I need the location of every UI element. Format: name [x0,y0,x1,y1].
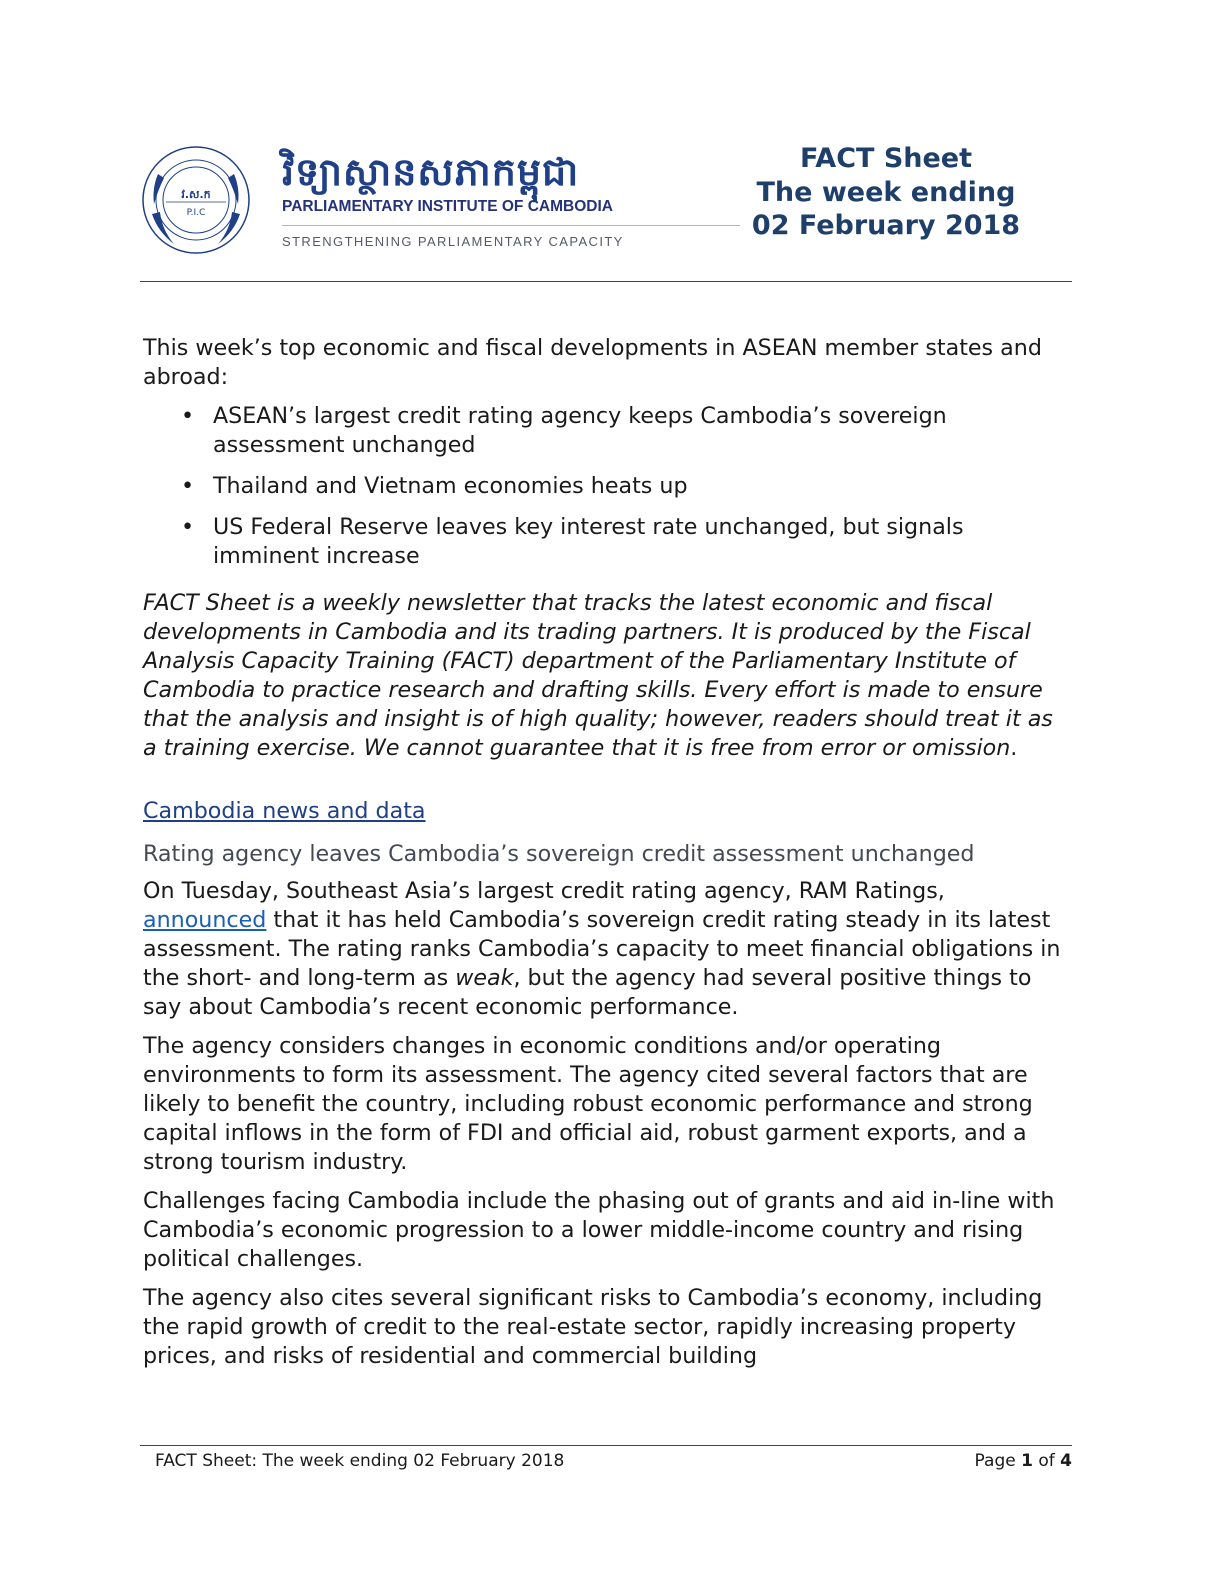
brand-khmer-wordmark: វិទ្យាស្ថានសភាកម្ពុជា [282,149,580,194]
intro-lead: This week’s top economic and fiscal developments in ASEAN member states and abroad: [143,335,1042,390]
page-label: Page [974,1451,1016,1471]
list-item [143,472,1073,501]
footer-title: FACT Sheet: The week ending 02 February 2018 [155,1451,565,1471]
footer-divider [140,1445,1072,1446]
institute-seal-logo [140,144,252,256]
paragraph-text: , but the agency had several positive things to say about Cambodia’s recent economic performance. [143,965,1032,1020]
current-page: 1 [1021,1451,1033,1471]
paragraph [143,877,1073,1022]
highlights-list [143,402,1073,571]
list-item [143,513,1073,571]
header-divider [140,281,1072,282]
page-header [140,140,1072,260]
seal-abbreviation: P.I.C [186,208,206,218]
title-line: FACT Sheet [799,143,973,174]
brand-tagline: STRENGTHENING PARLIAMENTARY CAPACITY [282,234,624,249]
disclaimer-text: FACT Sheet is a weekly newsletter that tracks the latest economic and fiscal developments in Cambodia and its trading partners. It is produced by the Fiscal Analysis Capacity Training (FACT) department of the Parliamentary Institute of Cambodia to practice research and drafting skills. Every effort is made to ensure that the analysis and insight is of high quality; however, readers should treat it as a training exercise. We cannot guarantee that it is free from error or omission [143,590,1053,761]
page-number [900,1451,1072,1471]
of-label: of [1038,1451,1055,1471]
list-item-text: ASEAN’s largest credit rating agency keeps Cambodia’s sovereign assessment unchanged [213,403,947,458]
paragraph-text: that it has held Cambodia’s sovereign credit rating steady in its latest assessment. The rating ranks Cambodia’s capacity to meet financial obligations in the short- and long-term as [143,907,1061,991]
brand-divider [282,225,740,226]
emphasis-text: weak [455,965,514,991]
paragraph-text: On Tuesday, Southeast Asia’s largest credit rating agency, RAM Ratings, [143,878,945,904]
institute-brand [280,148,750,258]
seal-initials: វ.ស.ក [181,188,211,201]
section-heading-link[interactable]: Cambodia news and data [143,798,426,824]
paragraph: The agency considers changes in economic conditions and/or operating environments to form its assessment. The agency cited several factors that are likely to benefit the country, including robust economic performance and strong capital inflows in the form of FDI and official aid, robust garment exports, and a strong tourism industry. [143,1033,1033,1175]
main-content [143,334,1073,1371]
bullet-icon: • [181,473,195,499]
total-pages: 4 [1060,1451,1072,1471]
paragraph: The agency also cites several significant risks to Cambodia’s economy, including the rapid growth of credit to the real-estate sector, rapidly increasing property prices, and risks of residential and commercial building [143,1285,1043,1369]
document-title [700,142,1072,243]
title-line: The week ending [756,176,1016,208]
disclaimer [143,589,1073,763]
article-subheading: Rating agency leaves Cambodia’s sovereign credit assessment unchanged [143,841,975,867]
disclaimer-period: . [1010,735,1018,761]
list-item-text: Thailand and Vietnam economies heats up [213,473,688,499]
brand-name: PARLIAMENTARY INSTITUTE OF CAMBODIA [282,198,613,215]
list-item-text: US Federal Reserve leaves key interest rate unchanged, but signals imminent increase [213,514,964,569]
announced-link[interactable]: announced [143,907,267,933]
paragraph: Challenges facing Cambodia include the phasing out of grants and aid in-line with Cambodia’s economic progression to a lower middle-income country and rising political challenges. [143,1188,1055,1272]
title-line: 02 February 2018 [751,210,1021,241]
bullet-icon: • [181,514,195,540]
bullet-icon: • [181,403,195,429]
list-item [143,402,1073,460]
